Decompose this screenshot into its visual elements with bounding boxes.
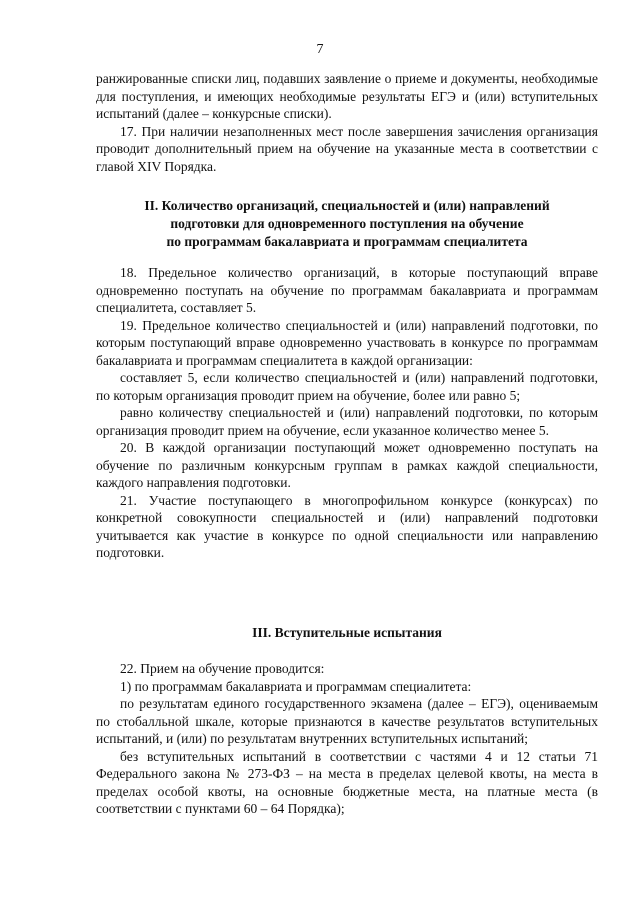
text-block-3	[96, 660, 598, 818]
section-heading-2	[96, 197, 598, 251]
paragraph: составляет 5, если количество специальностей и (или) направлений подготовки, по которым организация проводит прием на обучение, более или равно 5;	[96, 370, 598, 403]
paragraph: 19. Предельное количество специальностей и (или) направлений подготовки, по которым поступающий вправе одновременно участвовать в конкурсе по программам бакалавриата и программам специалитета в каждой организации:	[96, 317, 598, 368]
heading-line: по программам бакалавриата и программам специалитета	[166, 234, 528, 249]
paragraph: 20. В каждой организации поступающий может одновременно поступать на обучение по различным конкурсным группам в рамках каждой специальности, каждого направления подготовки.	[96, 440, 598, 490]
section-heading-3: III. Вступительные испытания	[252, 625, 442, 640]
paragraph: 21. Участие поступающего в многопрофильном конкурсе (конкурсах) по конкретной совокупности специальностей и (или) направлений подготовки учитывается как участие в конкурсе по одной специальности или направлению подготовки.	[96, 492, 598, 560]
paragraph: по результатам единого государственного экзамена (далее – ЕГЭ), оцениваемым по стобалльной шкале, которые признаются в качестве результатов вступительных испытаний, и (или) по результатам внутренних вступительных испытаний;	[96, 696, 598, 746]
paragraph: 17. При наличии незаполненных мест после завершения зачисления организация проводит дополнительный прием на обучение на указанные места в соответствии с главой XIV Порядка.	[96, 123, 598, 174]
heading-line: II. Количество организаций, специальностей и (или) направлений	[144, 198, 550, 213]
paragraph: без вступительных испытаний в соответствии с частями 4 и 12 статьи 71 Федерального закона № 273-ФЗ – на места в пределах целевой квоты, на места в пределах особой квоты, на основные бюджетные места, на платные места (в соответствии с пунктами 60 – 64 Порядка);	[96, 748, 598, 816]
text-block-1	[96, 70, 598, 175]
page-number: 7	[316, 42, 324, 57]
paragraph: 1) по программам бакалавриата и программам специалитета:	[120, 678, 472, 694]
paragraph: ранжированные списки лиц, подавших заявление о приеме и документы, необходимые для поступления, и имеющих необходимые результаты ЕГЭ и (или) вступительных испытаний (далее – конкурсные списки).	[96, 71, 598, 121]
paragraph: равно количеству специальностей и (или) направлений подготовки, по которым организация проводит прием на обучение, если указанное количество менее 5.	[96, 405, 598, 438]
paragraph: 18. Предельное количество организаций, в которые поступающий вправе одновременно поступать на обучение по программам бакалавриата и программам специалитета, составляет 5.	[96, 265, 598, 315]
heading-line: подготовки для одновременного поступления на обучение	[170, 216, 524, 231]
paragraph: 22. Прием на обучение проводится:	[120, 661, 325, 676]
text-block-2	[96, 264, 598, 562]
